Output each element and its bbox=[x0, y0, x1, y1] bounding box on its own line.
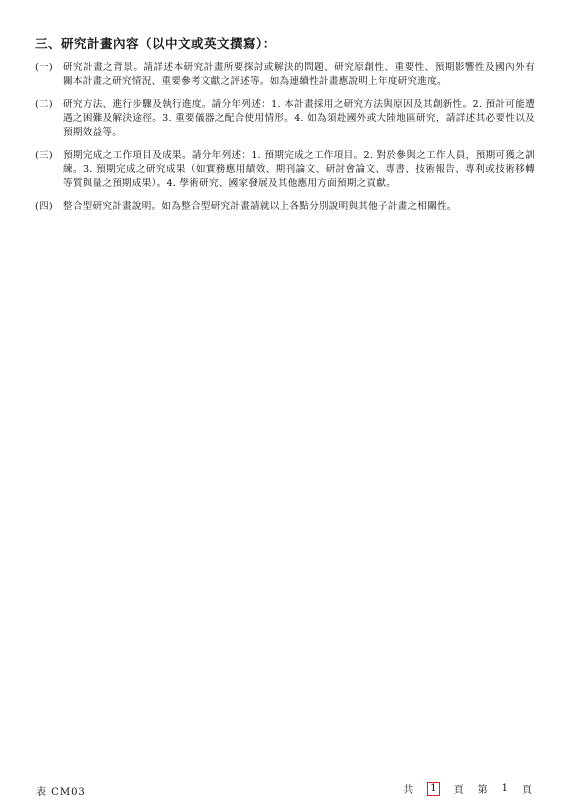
total-pages-field[interactable]: 1 bbox=[427, 782, 439, 796]
current-prefix: 第 bbox=[477, 785, 488, 796]
item-text: 研究計畫之背景。請詳述本研究計畫所要探討或解決的問題、研究原創性、重要性、預期影響性及國內外有關本計畫之研究情況、重要參考文獻之評述等。如為連續性計畫應說明上年度研究進度。 bbox=[63, 62, 535, 87]
instruction-item-integrated-project bbox=[35, 200, 535, 214]
item-text: 整合型研究計畫說明。如為整合型研究計畫請就以上各點分別說明與其他子計畫之相關性。 bbox=[63, 201, 457, 212]
instruction-item-methods bbox=[35, 98, 535, 140]
current-suffix: 頁 bbox=[522, 785, 532, 796]
form-code: 表 CM03 bbox=[36, 787, 86, 798]
current-page-number: 1 bbox=[501, 783, 508, 794]
item-text: 研究方法、進行步驟及執行進度。請分年列述：1. 本計畫採用之研究方法與原因及其創新性。2. 預計可能遭遇之困難及解決途徑。3. 重要儀器之配合使用情形。4. 如為須赴國外或大陸地區研究，請詳述其必要性以及預期效益等。 bbox=[63, 99, 535, 138]
item-label: (三) bbox=[35, 150, 53, 161]
item-label: (四) bbox=[35, 201, 53, 212]
page-counter bbox=[403, 781, 532, 796]
instruction-item-expected-results bbox=[35, 149, 535, 191]
section-title: 三、研究計畫內容（以中文或英文撰寫）： bbox=[35, 36, 276, 51]
total-suffix: 頁 bbox=[453, 785, 464, 796]
instruction-item-background bbox=[35, 61, 535, 89]
item-label: (二) bbox=[35, 99, 53, 110]
total-prefix: 共 bbox=[403, 785, 414, 796]
item-label: (一) bbox=[35, 62, 53, 73]
instruction-list bbox=[35, 61, 535, 223]
item-text: 預期完成之工作項目及成果。請分年列述：1. 預期完成之工作項目。2. 對於參與之工作人員，預期可獲之訓練。3. 預期完成之研究成果（如實務應用績效、期刊論文、研討會論文、專書、技術報告、專利或技術移轉等質與量之預期成果）。4. 學術研究、國家發展及其他應用方面預期之貢獻。 bbox=[63, 150, 535, 189]
